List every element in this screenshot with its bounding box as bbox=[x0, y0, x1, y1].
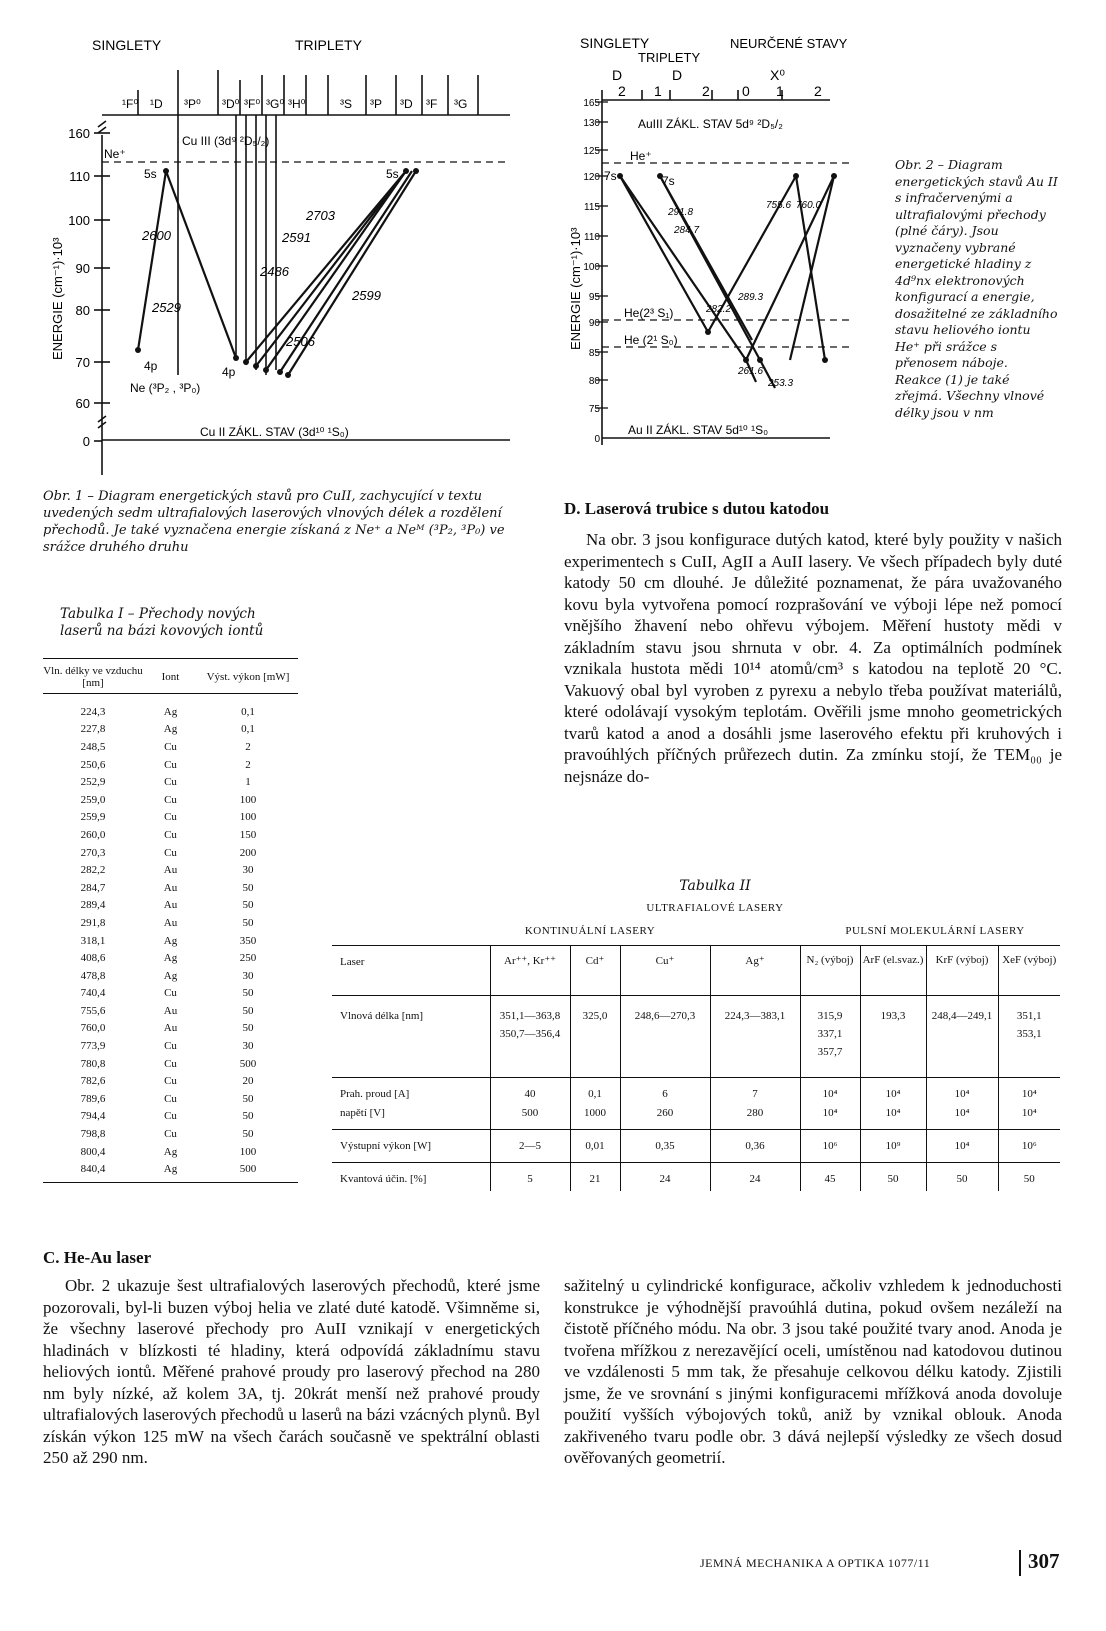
fig1-ytick: 0 bbox=[82, 434, 90, 449]
table2-col-header: Cd⁺ bbox=[570, 946, 620, 996]
table-row bbox=[43, 1160, 298, 1178]
table2-row-label: Výstupní výkon [W] bbox=[332, 1130, 490, 1163]
table1-cell: 100 bbox=[239, 793, 257, 806]
table1-cell: 291,8 bbox=[80, 916, 106, 929]
fig1-wl-2599: 2599 bbox=[352, 288, 381, 303]
table1-cell: Au bbox=[163, 1004, 178, 1017]
table1-cell: 50 bbox=[242, 1004, 254, 1017]
table-row bbox=[43, 738, 298, 756]
fig2-j: 2 bbox=[702, 83, 710, 99]
table1-cell: 0,1 bbox=[241, 723, 255, 736]
table1-cell: 50 bbox=[242, 1128, 254, 1141]
table1-cell: 248,5 bbox=[80, 740, 106, 753]
fig1-wl-2529: 2529 bbox=[152, 300, 181, 315]
table1-cell: 30 bbox=[242, 864, 254, 877]
table-row bbox=[43, 914, 298, 932]
fig1-term: ³H⁰ bbox=[288, 97, 306, 111]
table2 bbox=[332, 945, 1060, 1191]
table1-cell: Cu bbox=[164, 1092, 177, 1105]
fig2-col-letter: D bbox=[612, 67, 623, 83]
table-row bbox=[43, 1020, 298, 1038]
table2-cell bbox=[570, 996, 620, 1078]
fig2-wl-755-6: 755.6 bbox=[766, 200, 792, 211]
table2-cell: 50 bbox=[860, 1163, 926, 1192]
table2-cell: 10⁶ bbox=[998, 1130, 1060, 1163]
table2-cell: 260 bbox=[620, 1101, 710, 1130]
table1-cell: 50 bbox=[242, 881, 254, 894]
table1-header: Vln. délky ve vzduchu [nm] bbox=[43, 665, 143, 689]
table1-cell: 780,8 bbox=[80, 1057, 106, 1070]
fig1-ne-plus: Ne⁺ bbox=[104, 147, 126, 161]
section-c-heading: C. He-Au laser bbox=[43, 1248, 152, 1267]
table-row bbox=[43, 1143, 298, 1161]
fig1-label-singlety: SINGLETY bbox=[92, 37, 162, 53]
fig2-ground: Au II ZÁKL. STAV 5d¹⁰ ¹S₀ bbox=[628, 423, 769, 437]
table1-cell: 50 bbox=[242, 899, 254, 912]
table1-cell: 2 bbox=[245, 740, 251, 753]
table2-cell bbox=[860, 996, 926, 1078]
fig1-ytick: 70 bbox=[75, 355, 90, 370]
table1-cell: Cu bbox=[164, 1075, 177, 1088]
fig2-label-neurcene: NEURČENÉ STAVY bbox=[730, 36, 848, 51]
fig1-term: ³P bbox=[370, 97, 382, 111]
table2-cell-line: 351,1—363,8 bbox=[499, 1010, 561, 1022]
table2-cell: 10⁴ bbox=[926, 1078, 998, 1102]
table2-cell: 280 bbox=[710, 1101, 800, 1130]
table2-row-label: Kvantová účin. [%] bbox=[332, 1163, 490, 1192]
table2-cell-line: 315,9 bbox=[817, 1010, 843, 1022]
table2-col-header: Ag⁺ bbox=[710, 946, 800, 996]
table-row bbox=[43, 1108, 298, 1126]
table1-cell: 2 bbox=[245, 758, 251, 771]
table1-cell: 50 bbox=[242, 916, 254, 929]
table2-cell: 2—5 bbox=[490, 1130, 570, 1163]
table1-body bbox=[43, 703, 298, 1178]
fig1-wl-2506: 2506 bbox=[286, 334, 315, 349]
fig1-term: ³G bbox=[454, 97, 468, 111]
fig2-caption: Obr. 2 – Diagram energetických stavů Au II s infračervenými a ultrafialovými přechody (plné čáry). Jsou vyznačeny vybrané energetické hladiny z 4d⁹nx elektronových konfigurací a energie, dosažitelné ze základního stavu heliového iontu He⁺ při srážce s přenosem náboje. Reakce (1) je také zřejmá. Všechny vlnové délky jsou v nm bbox=[895, 157, 1058, 420]
table-row bbox=[43, 1055, 298, 1073]
table1-cell: 100 bbox=[239, 811, 257, 824]
table1-cell: Cu bbox=[164, 758, 177, 771]
table1-cell: Au bbox=[163, 1022, 178, 1035]
table2-cell: 10⁴ bbox=[998, 1101, 1060, 1130]
table2-cell: 10⁴ bbox=[800, 1101, 860, 1130]
fig2-j: 2 bbox=[618, 83, 626, 99]
table1-cell: 270,3 bbox=[80, 846, 106, 859]
figure-1 bbox=[40, 30, 550, 470]
fig1-ne-states: Ne (³P₂ , ³P₀) bbox=[130, 381, 201, 395]
table-row bbox=[43, 932, 298, 950]
table1-cell: Ag bbox=[163, 705, 178, 718]
table-row bbox=[43, 826, 298, 844]
fig2-wl-253-3: 253.3 bbox=[768, 378, 794, 389]
table1-cell: 30 bbox=[242, 1040, 254, 1053]
table-row bbox=[43, 949, 298, 967]
table1-title: Tabulka I – Přechody nových laserů na bázi kovových iontů bbox=[60, 606, 264, 639]
table-row bbox=[43, 703, 298, 721]
table1-cell: 50 bbox=[242, 1022, 254, 1035]
table2-cell: 21 bbox=[570, 1163, 620, 1192]
table2-cell: 10⁴ bbox=[926, 1130, 998, 1163]
fig1-term: ³S bbox=[340, 97, 352, 111]
table-row bbox=[43, 897, 298, 915]
table2-cell: 10⁴ bbox=[800, 1078, 860, 1102]
fig2-j: 2 bbox=[814, 83, 822, 99]
fig2-ytick: 90 bbox=[588, 318, 600, 329]
table1-cell: 800,4 bbox=[80, 1145, 106, 1158]
table-row bbox=[43, 809, 298, 827]
table-row bbox=[43, 791, 298, 809]
table1-cell: 224,3 bbox=[80, 705, 106, 718]
table2-group-cont: KONTINUÁLNÍ LASERY bbox=[524, 925, 656, 937]
table2-cell: 10⁴ bbox=[860, 1101, 926, 1130]
table1-cell: 760,0 bbox=[80, 1022, 106, 1035]
table1-cell: Au bbox=[163, 899, 178, 912]
fig2-ytick: 95 bbox=[588, 292, 600, 303]
fig2-ytick: 100 bbox=[583, 262, 600, 273]
section-c-text: Obr. 2 ukazuje šest ultrafialových laserových přechodů, které jsme pozorovali, byl-li buzen výboj helia ve zlaté duté katodě. Všimněme si, že všechny laserové přechody pro AuII vznikají v energetických hladinách v blízkosti té hladiny, která odpovídá základnímu stavu heliových iontů. Měřené prahové proudy pro laserový přechod na 280 nm byly nízké, až kolem 3A, tj. 20krát menší než prahové proudy ultrafialových laserových přechodů u laserů na bázi vzácných plynů. Byl získán výkon 125 mW na všech čarách současně ve spektrální oblasti 250 až 290 nm. bbox=[43, 1276, 540, 1467]
table1-cell: Cu bbox=[164, 1040, 177, 1053]
table2-cell bbox=[926, 996, 998, 1078]
table1-cell: Cu bbox=[164, 1057, 177, 1070]
fig2-j: 1 bbox=[776, 83, 784, 99]
fig1-wl-2486: 2486 bbox=[260, 264, 289, 279]
table2-cell-line: 224,3—383,1 bbox=[724, 1010, 786, 1022]
table2-cell: 40 bbox=[490, 1078, 570, 1102]
table1-cell: 408,6 bbox=[80, 952, 106, 965]
table2-cell: 10⁴ bbox=[860, 1078, 926, 1102]
fig2-col-letter: X⁰ bbox=[770, 67, 785, 83]
fig2-he-singlet: He (2¹ S₀) bbox=[624, 333, 678, 347]
table2-group-pulse: PULSNÍ MOLEKULÁRNÍ LASERY bbox=[845, 925, 1025, 937]
table1-cell: 227,8 bbox=[80, 723, 106, 736]
table1-cell: 50 bbox=[242, 1110, 254, 1123]
table2-subtitle: ULTRAFIALOVÉ LASERY bbox=[646, 902, 784, 914]
fig1-ylabel: ENERGIE (cm⁻¹)·10³ bbox=[50, 237, 65, 360]
fig2-ytick: 75 bbox=[588, 404, 600, 415]
table1-cell: Ag bbox=[163, 934, 178, 947]
table2-row-label: Vlnová délka [nm] bbox=[332, 996, 490, 1078]
table2-cell bbox=[710, 996, 800, 1078]
table2-col-header: KrF (výboj) bbox=[926, 946, 998, 996]
table1-cell: 740,4 bbox=[80, 987, 106, 1000]
table2-cell-line: 357,7 bbox=[817, 1046, 843, 1058]
table2-row-label: Laser bbox=[332, 946, 490, 996]
table1-cell: Ag bbox=[163, 952, 178, 965]
table2-cell-line: 337,1 bbox=[817, 1028, 843, 1040]
table-row bbox=[43, 879, 298, 897]
table2-cell: 24 bbox=[620, 1163, 710, 1192]
footer bbox=[700, 1548, 1062, 1578]
fig2-ytick: 85 bbox=[588, 348, 600, 359]
table1-cell: 794,4 bbox=[80, 1110, 106, 1123]
table2-col-header: Ar⁺⁺, Kr⁺⁺ bbox=[490, 946, 570, 996]
table1-cell: 200 bbox=[239, 846, 257, 859]
fig2-ytick: 125 bbox=[583, 146, 600, 157]
fig2-ytick: 110 bbox=[584, 232, 600, 243]
fig1-term: ³D bbox=[400, 97, 413, 111]
table1-cell: 1 bbox=[245, 776, 251, 789]
figure-2 bbox=[570, 30, 870, 455]
table2-cell: 50 bbox=[998, 1163, 1060, 1192]
table2-cell: 6 bbox=[620, 1078, 710, 1102]
table2-cell: 50 bbox=[926, 1163, 998, 1192]
table2-cell bbox=[620, 996, 710, 1078]
fig2-wl-760-0: 760.0 bbox=[796, 200, 822, 211]
fig1-term: ¹F⁰ bbox=[122, 97, 139, 111]
table-row bbox=[43, 721, 298, 739]
fig1-ytick: 160 bbox=[68, 126, 90, 141]
table2-cell: 7 bbox=[710, 1078, 800, 1102]
table-row bbox=[43, 1002, 298, 1020]
table1-cell: 30 bbox=[242, 969, 254, 982]
fig1-4p-right: 4p bbox=[222, 365, 236, 379]
table1-cell: Cu bbox=[164, 1128, 177, 1141]
fig1-wl-2703: 2703 bbox=[306, 208, 335, 223]
table1-cell: Cu bbox=[164, 776, 177, 789]
fig2-label-singlety: SINGLETY bbox=[580, 35, 650, 51]
table2-cell: 10⁴ bbox=[998, 1078, 1060, 1102]
table-row bbox=[43, 1072, 298, 1090]
table2-cell: 24 bbox=[710, 1163, 800, 1192]
table2-row-label: Prah. proud [A] bbox=[332, 1078, 490, 1102]
table1 bbox=[43, 658, 298, 1183]
right-column-text: sažitelný u cylindrické konfigurace, ačkoliv vzhledem k jednoduchosti konstrukce je výhodnější pravoúhlá dutina, pokud ovšem nezáleží na čistotě příčného módu. Na obr. 3 jsou také použité tvary anod. Anoda je tvořena mřížkou z nerezavějící oceli, umístěnou nad katodovou dutinou ve vzdálenosti 5 mm tak, že přesahuje celkovou délku katody. Zjistili jsme, že ve srovnání s jinými konfiguracemi mřížková anoda dovoluje použití vyšších výbojových toků, aniž by vznikal oblouk. Anoda zakřiveného tvaru podle obr. 3 dává nejlepší výsledky ze všech dosud ověřovaných geometrií. bbox=[564, 1276, 1062, 1467]
table-row bbox=[43, 773, 298, 791]
fig1-term: ³G⁰ bbox=[266, 97, 285, 111]
page-number: 307 bbox=[1028, 1549, 1060, 1573]
table2-cell: 10⁶ bbox=[800, 1130, 860, 1163]
fig2-label-triplety: TRIPLETY bbox=[638, 50, 701, 65]
section-d-heading: D. Laserová trubice s dutou katodou bbox=[564, 499, 830, 518]
fig1-term: ³F bbox=[426, 97, 438, 111]
fig1-caption: Obr. 1 – Diagram energetických stavů pro CuII, zachycující v textu uvedených sedm ultrafialových laserových vlnových délek a rozdělení přechodů. Je také vyznačena energie získaná z Ne⁺ a Neᴹ (³P₂, ³P₀) ve srážce druhého druhu bbox=[43, 489, 505, 555]
table1-cell: 755,6 bbox=[80, 1004, 106, 1017]
table1-cell: Cu bbox=[164, 987, 177, 1000]
table2-cell-line: 353,1 bbox=[1016, 1028, 1042, 1040]
fig2-ytick: 115 bbox=[584, 202, 600, 213]
table1-cell: 773,9 bbox=[80, 1040, 106, 1053]
table1-cell: Ag bbox=[163, 969, 178, 982]
table1-header: Iont bbox=[161, 671, 180, 683]
table1-cell: 282,2 bbox=[80, 864, 106, 877]
fig2-wl-284-7: 284.7 bbox=[674, 225, 700, 236]
fig2-col-letter: D bbox=[672, 67, 683, 83]
fig1-term: ¹D bbox=[150, 97, 163, 111]
fig2-wl-291-8: 291.8 bbox=[668, 207, 694, 218]
table2-row-label: napětí [V] bbox=[340, 1107, 385, 1119]
table-row bbox=[43, 1125, 298, 1143]
table2-cell: 0,1 bbox=[570, 1078, 620, 1102]
table1-cell: 284,7 bbox=[80, 881, 106, 894]
table2-cell: 1000 bbox=[570, 1101, 620, 1130]
fig1-ytick: 80 bbox=[75, 303, 90, 318]
fig2-wl-282-2: 282.2 bbox=[706, 304, 732, 315]
table2-title: Tabulka II bbox=[679, 878, 751, 894]
table1-cell: 289,4 bbox=[80, 899, 106, 912]
table2-col-header: XeF (výboj) bbox=[998, 946, 1060, 996]
table1-cell: Ag bbox=[163, 1163, 178, 1176]
fig1-ytick: 110 bbox=[69, 169, 90, 184]
fig2-he-triplet: He(2³ S₁) bbox=[624, 306, 674, 320]
fig1-ytick: 100 bbox=[68, 213, 90, 228]
section-d-text: Na obr. 3 jsou konfigurace dutých katod, které byly použity v našich experimentech s CuII, AgII a AuII lasery. Ve všech případech byly duté katody 50 cm dlouhé. Je důležité poznamenat, že pára uvažovaného kovu byla vytvořena pomocí rozprašování ve výboji lépe než pomocí vnějšího žhavení nebo ohřevu výbojem. Měření hustoty mědi v základním stavu jsou shrnuta v obr. 4. Za optimálních podmínek vznikala hustota mědi 10¹⁴ atomů/cm³ s katodou na teplotě 20 °C. Vakuový obal byl vyroben z pyrexu a nebylo třeba používat materiálů, které odolávají vysokým teplotám. Ověřili jsme mnoho geometrických tvarů katod a anod a dosáhli jsme laserového efektu při kruhových i pravoúhlých příčných průřezech dutin. Za zmínku stojí, že TEM₀₀ je nejsnáze do- bbox=[564, 530, 1062, 786]
table1-cell: Au bbox=[163, 916, 178, 929]
fig2-wl-261-6: 261.6 bbox=[738, 366, 764, 377]
fig1-wl-2591: 2591 bbox=[282, 230, 311, 245]
table1-cell: 350 bbox=[239, 934, 257, 947]
table1-header: Výst. výkon [mW] bbox=[206, 671, 290, 683]
table1-cell: Au bbox=[163, 864, 178, 877]
table2-cell-line: 325,0 bbox=[582, 1010, 608, 1022]
fig2-ylabel: ENERGIE (cm⁻¹)·10³ bbox=[568, 227, 583, 350]
table2-cell-line: 248,4—249,1 bbox=[931, 1010, 993, 1022]
fig1-ytick: 90 bbox=[75, 261, 90, 276]
table1-cell: 789,6 bbox=[80, 1092, 106, 1105]
table1-cell: 259,0 bbox=[80, 793, 106, 806]
table1-cell: 50 bbox=[242, 987, 254, 1000]
fig1-ground: Cu II ZÁKL. STAV (3d¹⁰ ¹S₀) bbox=[200, 425, 349, 439]
table1-cell: Cu bbox=[164, 793, 177, 806]
fig2-ytick: 80 bbox=[588, 376, 600, 387]
table1-cell: 150 bbox=[239, 828, 257, 841]
fig1-5s-right: 5s bbox=[386, 167, 399, 181]
table1-cell: 782,6 bbox=[80, 1075, 106, 1088]
fig2-wl-289-3: 289.3 bbox=[738, 292, 764, 303]
table2-cell bbox=[800, 996, 860, 1078]
table1-cell: 250 bbox=[239, 952, 257, 965]
table2-cell: 0,01 bbox=[570, 1130, 620, 1163]
table-row bbox=[43, 1090, 298, 1108]
table2-cell-line: 350,7—356,4 bbox=[499, 1028, 561, 1040]
table1-cell: Cu bbox=[164, 828, 177, 841]
table2-cell: 0,36 bbox=[710, 1130, 800, 1163]
table1-cell: 259,9 bbox=[80, 811, 106, 824]
table1-cell: 840,4 bbox=[80, 1163, 106, 1176]
table1-cell: 318,1 bbox=[80, 934, 106, 947]
table-row bbox=[43, 967, 298, 985]
table1-cell: 252,9 bbox=[80, 776, 106, 789]
table-row bbox=[43, 861, 298, 879]
fig1-term: ³D⁰ bbox=[222, 97, 240, 111]
table1-cell: 260,0 bbox=[80, 828, 106, 841]
table2-cell: 10⁹ bbox=[860, 1130, 926, 1163]
table2-cell: 45 bbox=[800, 1163, 860, 1192]
fig1-wl-2600: 2600 bbox=[142, 228, 171, 243]
table1-cell: 798,8 bbox=[80, 1128, 106, 1141]
journal-name: JEMNÁ MECHANIKA A OPTIKA 1077/11 bbox=[700, 1556, 931, 1570]
fig2-ytick: 165 bbox=[583, 98, 600, 109]
table2-col-header: ArF (el.svaz.) bbox=[860, 946, 926, 996]
table2-cell: 0,35 bbox=[620, 1130, 710, 1163]
table2-cell: 5 bbox=[490, 1163, 570, 1192]
fig2-j: 1 bbox=[654, 83, 662, 99]
table1-cell: 250,6 bbox=[80, 758, 106, 771]
fig1-ytick: 60 bbox=[75, 396, 90, 411]
table2-cell-line: 193,3 bbox=[880, 1010, 906, 1022]
fig2-7s-left: 7s bbox=[604, 169, 617, 183]
table1-cell: 100 bbox=[239, 1145, 257, 1158]
fig2-7s-right: 7s bbox=[662, 174, 675, 188]
table1-cell: 20 bbox=[242, 1075, 254, 1088]
table-row bbox=[43, 756, 298, 774]
fig2-ytick: 0 bbox=[594, 434, 600, 445]
fig1-5s-left: 5s bbox=[144, 167, 157, 181]
fig2-ytick: 120 bbox=[583, 172, 600, 183]
fig1-term: ³F⁰ bbox=[244, 97, 261, 111]
fig1-label-triplety: TRIPLETY bbox=[295, 37, 362, 53]
table2-cell-line: 351,1 bbox=[1016, 1010, 1042, 1022]
fig2-auiii: AuIII ZÁKL. STAV 5d⁹ ²D₅/₂ bbox=[638, 117, 783, 131]
table1-cell: 478,8 bbox=[80, 969, 106, 982]
table2-cell-line: 248,6—270,3 bbox=[634, 1010, 696, 1022]
fig1-4p-left: 4p bbox=[144, 359, 158, 373]
table1-cell: Cu bbox=[164, 846, 177, 859]
table1-cell: 500 bbox=[239, 1057, 257, 1070]
table2-cell bbox=[490, 996, 570, 1078]
table1-cell: 0,1 bbox=[241, 705, 255, 718]
fig1-term: ³P⁰ bbox=[184, 97, 201, 111]
fig1-cuiii: Cu III (3d⁹ ²D₅/₂) bbox=[182, 134, 270, 148]
table2-cell: 500 bbox=[490, 1101, 570, 1130]
fig2-j: 0 bbox=[742, 83, 750, 99]
table1-cell: Ag bbox=[163, 1145, 178, 1158]
table-row bbox=[43, 1037, 298, 1055]
table-row bbox=[43, 985, 298, 1003]
table1-cell: 50 bbox=[242, 1092, 254, 1105]
table1-cell: Ag bbox=[163, 723, 178, 736]
table1-cell: Cu bbox=[164, 811, 177, 824]
table-row bbox=[43, 844, 298, 862]
table1-cell: 500 bbox=[239, 1163, 257, 1176]
table2-col-header: Cu⁺ bbox=[620, 946, 710, 996]
table1-cell: Cu bbox=[164, 1110, 177, 1123]
fig2-ytick: 130 bbox=[583, 118, 600, 129]
table2-cell: 10⁴ bbox=[926, 1101, 998, 1130]
table2-col-header: N₂ (výboj) bbox=[800, 946, 860, 996]
fig2-he-plus: He⁺ bbox=[630, 149, 652, 163]
table1-cell: Cu bbox=[164, 740, 177, 753]
table1-cell: Au bbox=[163, 881, 178, 894]
table2-cell bbox=[998, 996, 1060, 1078]
